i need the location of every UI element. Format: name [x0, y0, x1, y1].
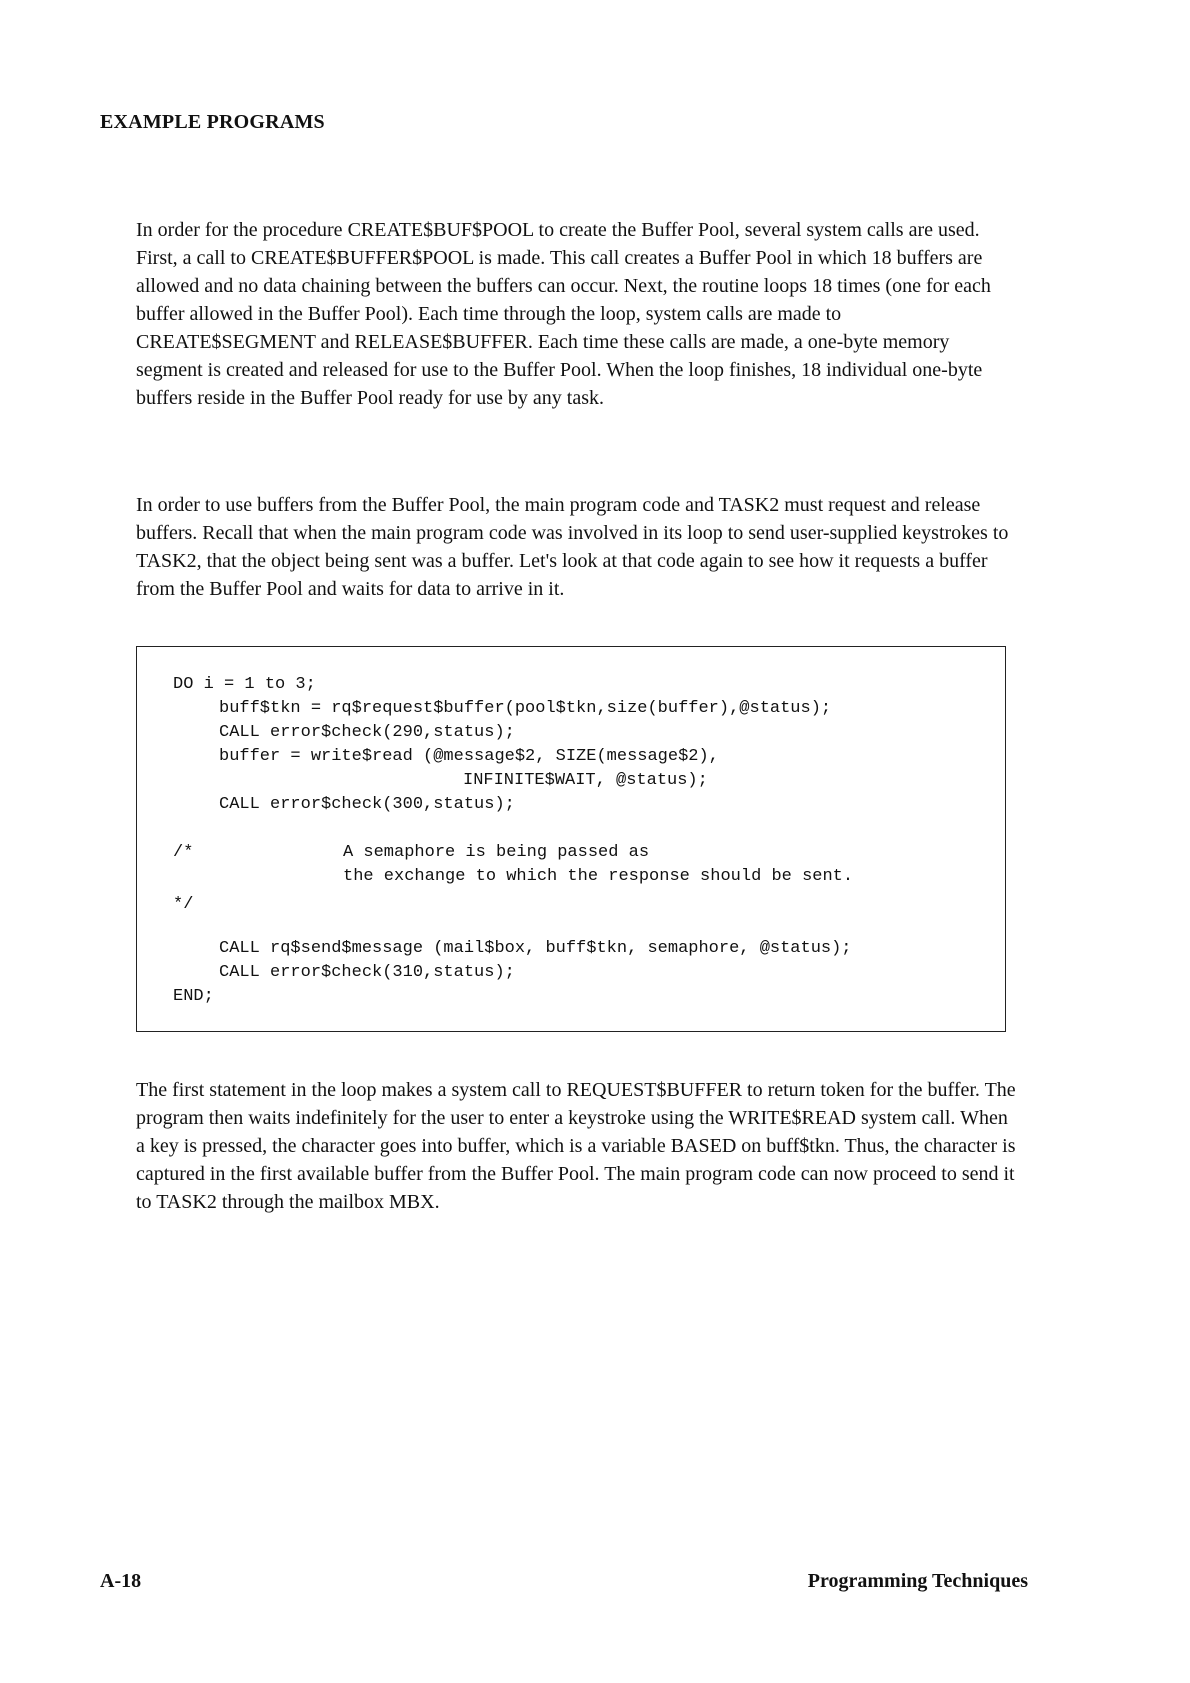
page-header: EXAMPLE PROGRAMS [100, 111, 325, 133]
code-comment-close: */ [173, 895, 194, 914]
code-comment-line-1: A semaphore is being passed as [343, 843, 650, 862]
paragraph-loop-explanation: The first statement in the loop makes a system call to REQUEST$BUFFER to return token for the buffer. The program then waits indefinitely for the user to enter a keystroke using the WRITE$READ system call. When a key is pressed, the character goes into buffer, which is a variable BASED on buff$tkn. Thus, the character is captured in the first available buffer from the Buffer Pool. The main program code can now proceed to send it to TASK2 through the mailbox MBX. [136, 1079, 1016, 1213]
footer-section-title: Programming Techniques [807, 1570, 1028, 1592]
code-line-write-read: buffer = write$read (@message$2, SIZE(message$2), [219, 747, 719, 766]
code-line-error-check-310: CALL error$check(310,status); [219, 963, 515, 982]
paragraph-buffer-usage: In order to use buffers from the Buffer Pool, the main program code and TASK2 must request and release buffers. Recall that when the main program code was involved in its loop to send user-supplied keystrokes to TASK2, that the object being sent was a buffer. Let's look at that code again to see how it requests a buffer from the Buffer Pool and waits for data to arrive in it. [136, 494, 1009, 600]
paragraph-buffer-pool-creation: In order for the procedure CREATE$BUF$POOL to create the Buffer Pool, several system calls are used. First, a call to CREATE$BUFFER$POOL is made. This call creates a Buffer Pool in which 18 buffers are allowed and no data chaining between the buffers can occur. Next, the routine loops 18 times (one for each buffer allowed in the Buffer Pool). Each time through the loop, system calls are made to CREATE$SEGMENT and RELEASE$BUFFER. Each time these calls are made, a one-byte memory segment is created and released for use to the Buffer Pool. When the loop finishes, 18 individual one-byte buffers reside in the Buffer Pool ready for use by any task. [136, 219, 991, 409]
code-line-infinite-wait: INFINITE$WAIT, @status); [463, 771, 708, 790]
page-number: A-18 [100, 1570, 142, 1592]
code-listing-box [136, 646, 1006, 1032]
code-line-request-buffer: buff$tkn = rq$request$buffer(pool$tkn,size(buffer),@status); [219, 699, 832, 718]
code-line-error-check-300: CALL error$check(300,status); [219, 795, 515, 814]
code-comment-open: /* [173, 843, 194, 862]
code-line-send-message: CALL rq$send$message (mail$box, buff$tkn, semaphore, @status); [219, 939, 852, 958]
code-comment-line-2: the exchange to which the response should be sent. [343, 867, 854, 886]
code-line-error-check-290: CALL error$check(290,status); [219, 723, 515, 742]
code-line-end: END; [173, 987, 214, 1006]
code-line-do-loop: DO i = 1 to 3; [173, 675, 316, 694]
